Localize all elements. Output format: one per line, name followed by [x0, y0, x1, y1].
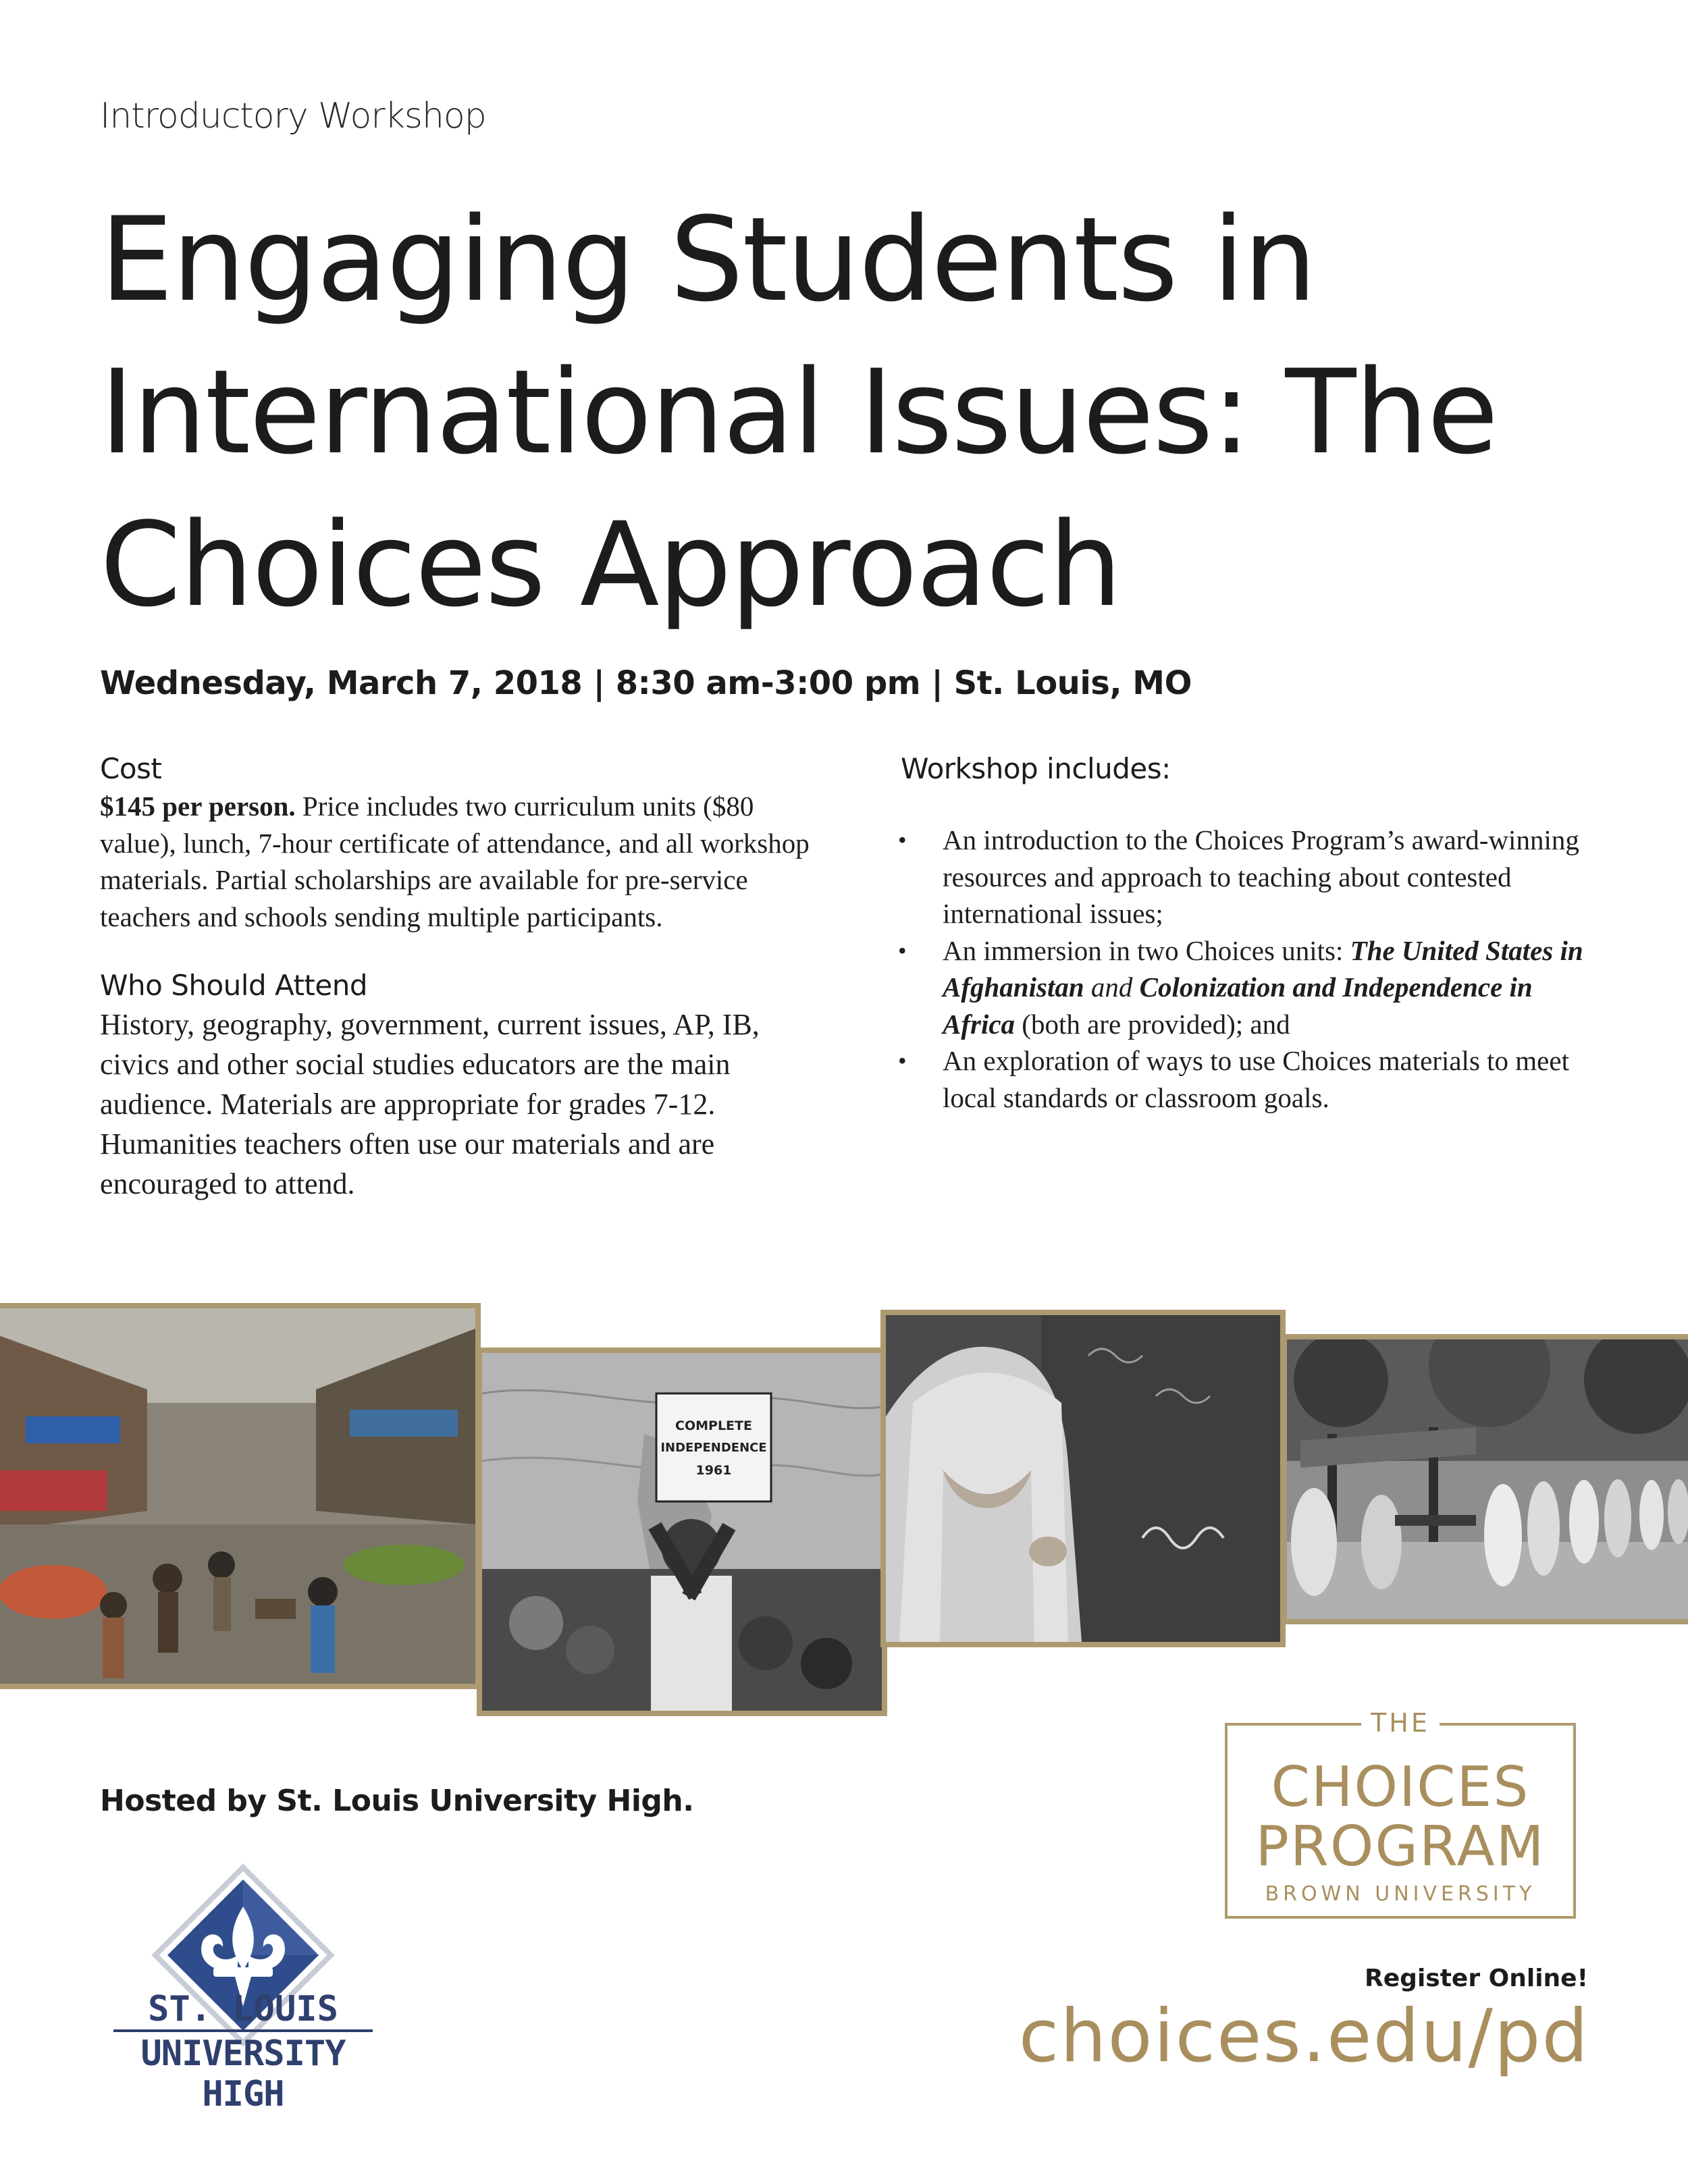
- item-text: An immersion in two Choices units:: [943, 934, 1350, 966]
- market-photo: [0, 1303, 481, 1689]
- sign-line-1: COMPLETE: [675, 1418, 752, 1433]
- attend-heading: Who Should Attend: [100, 969, 368, 1002]
- item-and: and: [1084, 971, 1140, 1003]
- left-column: [100, 752, 829, 1204]
- gathering-photo: [1282, 1334, 1688, 1624]
- hosted-by: Hosted by St. Louis University High.: [100, 1784, 694, 1818]
- independence-photo: [477, 1348, 887, 1716]
- unit-title-africa: Colonization and Independence in Africa: [943, 971, 1533, 1040]
- register-label: Register Online!: [1365, 1965, 1588, 1992]
- sign-line-2: INDEPENDENCE: [660, 1441, 767, 1455]
- includes-list: [901, 822, 1610, 1116]
- cost-price: $145 per person.: [100, 791, 296, 822]
- right-column: [901, 752, 1610, 1116]
- choices-program-logo: [1225, 1708, 1576, 1919]
- cost-details: Price includes two curriculum units ($80 value), lunch, 7-hour certificate of attendance, and all workshop materials. Partial scholarships are available for pre-service teachers and schools sending multiple participants.: [100, 791, 810, 932]
- school-name-rule: [113, 2029, 373, 2032]
- logo-line-choices: CHOICES: [1271, 1755, 1530, 1819]
- cost-heading: Cost: [100, 752, 162, 785]
- eyebrow-label: Introductory Workshop: [100, 96, 486, 136]
- register-url-link[interactable]: choices.edu/pd: [1018, 1994, 1589, 2079]
- logo-line-program: PROGRAM: [1255, 1815, 1546, 1879]
- event-dateline: Wednesday, March 7, 2018 | 8:30 am-3:00 pm | St. Louis, MO: [100, 664, 1192, 702]
- includes-item: • An exploration of ways to use Choices materials to meet local standards or classroom goals.: [901, 1042, 1610, 1116]
- school-name-line-2: UNIVERSITY HIGH: [140, 2033, 346, 2114]
- cost-paragraph: [100, 788, 829, 935]
- includes-item: [901, 932, 1610, 1043]
- sign-line-3: 1961: [695, 1463, 732, 1478]
- page-title: Engaging Students in International Issues: The Choices Approach: [100, 192, 1498, 633]
- includes-item: • An introduction to the Choices Program’s award-winning resources and approach to teaching about contested international issues;: [901, 822, 1610, 932]
- unit-title-afghanistan: The United States in Afghanistan: [943, 934, 1583, 1003]
- attend-paragraph: History, geography, government, current issues, AP, IB, civics and other social studies educators are the main audience. Materials are appropriate for grades 7-12. Humanities teachers often use our materials and are encouraged to attend.: [100, 1008, 760, 1200]
- includes-heading: Workshop includes:: [901, 752, 1171, 785]
- chalkboard-photo: [880, 1310, 1286, 1647]
- logo-university: BROWN UNIVERSITY: [1265, 1882, 1536, 1906]
- school-name-line-1: ST. LOUIS: [148, 1989, 338, 2029]
- item-text: (both are provided); and: [1015, 1008, 1290, 1040]
- logo-the: THE: [1361, 1708, 1440, 1738]
- logo-main: [1228, 1755, 1573, 1879]
